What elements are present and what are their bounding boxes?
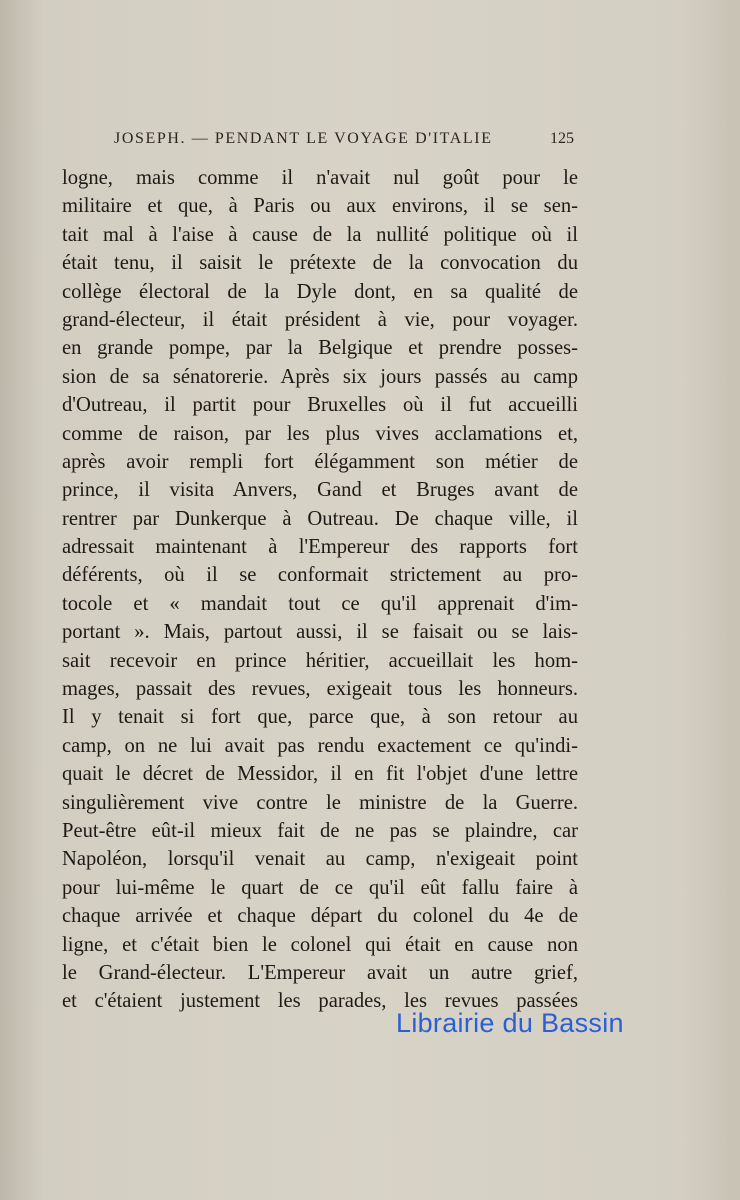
text-line: adressait maintenant à l'Empereur des rapports fort <box>62 536 578 559</box>
text-line: Peut-être eût-il mieux fait de ne pas se plaindre, car <box>62 819 578 842</box>
watermark-text: Librairie du Bassin <box>396 1008 624 1038</box>
text-line: comme de raison, par les plus vives acclamations et, <box>62 422 578 445</box>
text-line: rentrer par Dunkerque à Outreau. De chaque ville, il <box>62 507 578 530</box>
text-line: sait recevoir en prince héritier, accueillait les hom- <box>62 649 578 672</box>
text-line: pour lui-même le quart de ce qu'il eût fallu faire à <box>62 876 578 899</box>
text-line: était tenu, il saisit le prétexte de la convocation du <box>62 252 578 275</box>
text-line: le Grand-électeur. L'Empereur avait un autre grief, <box>62 961 578 984</box>
text-line: militaire et que, à Paris ou aux environs, il se sen- <box>62 195 578 218</box>
text-line: sion de sa sénatorerie. Après six jours passés au camp <box>62 365 578 388</box>
running-head <box>114 130 574 154</box>
text-line: et c'étaient justement les parades, les revues passées <box>62 990 578 1013</box>
text-line: tait mal à l'aise à cause de la nullité politique où il <box>62 223 578 246</box>
running-head-title: JOSEPH. — PENDANT LE VOYAGE D'ITALIE <box>114 130 493 147</box>
text-line: Il y tenait si fort que, parce que, à son retour au <box>62 706 578 729</box>
text-line: portant ». Mais, partout aussi, il se faisait ou se lais- <box>62 621 578 644</box>
text-line: camp, on ne lui avait pas rendu exactement ce qu'indi- <box>62 734 578 757</box>
text-line: Napoléon, lorsqu'il venait au camp, n'exigeait point <box>62 848 578 871</box>
text-line: logne, mais comme il n'avait nul goût pour le <box>62 167 578 189</box>
text-line: chaque arrivée et chaque départ du colonel du 4e de <box>62 905 578 928</box>
text-line: prince, il visita Anvers, Gand et Bruges avant de <box>62 479 578 502</box>
page-number: 125 <box>550 130 574 147</box>
text-line: d'Outreau, il partit pour Bruxelles où il fut accueilli <box>62 394 578 417</box>
text-line: quait le décret de Messidor, il en fit l'objet d'une lettre <box>62 763 578 786</box>
text-line: mages, passait des revues, exigeait tous les honneurs. <box>62 678 578 701</box>
body-text <box>62 164 578 1016</box>
text-line: tocole et « mandait tout ce qu'il apprenait d'im- <box>62 592 578 615</box>
text-line: en grande pompe, par la Belgique et prendre posses- <box>62 337 578 360</box>
text-line: après avoir rempli fort élégamment son métier de <box>62 450 578 473</box>
text-line: collège électoral de la Dyle dont, en sa qualité de <box>62 280 578 303</box>
text-line: grand-électeur, il était président à vie, pour voyager. <box>62 308 578 331</box>
text-line: ligne, et c'était bien le colonel qui était en cause non <box>62 933 578 956</box>
text-line: singulièrement vive contre le ministre de la Guerre. <box>62 791 578 814</box>
text-line: déférents, où il se conformait strictement au pro- <box>62 564 578 587</box>
